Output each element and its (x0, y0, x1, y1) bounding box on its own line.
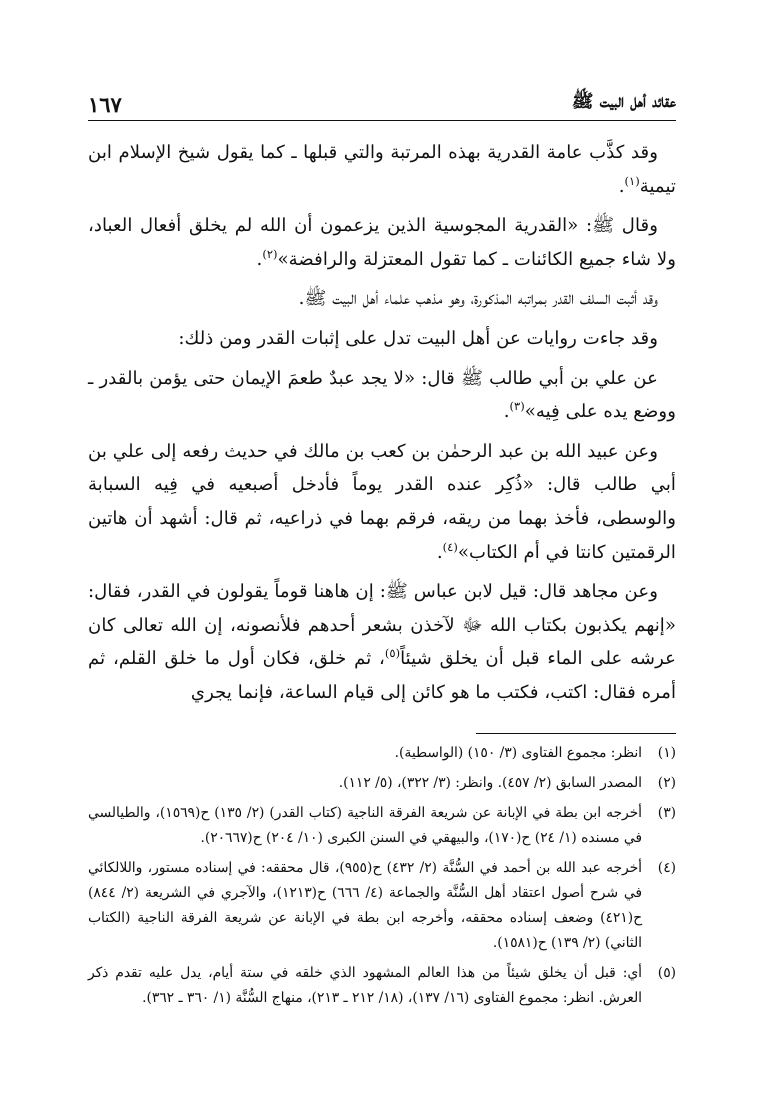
footnote-2 (88, 771, 676, 796)
footnote-reference: (١) (624, 173, 640, 188)
footnotes (88, 741, 676, 1016)
paragraph-5 (88, 362, 676, 429)
footnote-number: (١) (657, 745, 676, 761)
paragraph-text: وقد جاءت روايات عن أهل البيت تدل على إثبات القدر ومن ذلك: (178, 327, 658, 349)
page-header (88, 84, 676, 121)
footnote-reference: (٤) (442, 539, 458, 554)
paragraph-3 (88, 282, 676, 316)
footnote-text: انظر: مجموع الفتاوى (٣/ ١٥٠) (الواسطية). (394, 745, 642, 761)
footnote-1 (88, 741, 676, 766)
footnote-number: (٣) (657, 805, 676, 821)
paragraph-text: وعن عبيد الله بن عبد الرحمٰن بن كعب بن مالك في حديث رفعه إلى علي بن أبي طالب قال: «ذُكِر عنده القدر يوماً فأدخل أصبعيه في فِيه السبابة والوسطى، فأخذ بهما من ريقه، فرقم بهما في ذراعيه، ثم قال: أشهد أن هاتين الرقمتين كانتا في أم الكتاب» (88, 440, 676, 563)
footnote-divider (476, 733, 676, 734)
footnote-4 (88, 856, 676, 956)
footnote-number: (٢) (657, 775, 676, 791)
paragraph-4 (88, 322, 676, 356)
paragraph-1 (88, 136, 676, 203)
paragraph-tail: . (618, 175, 625, 197)
paragraph-text: وقد كذَّب عامة القدرية بهذه المرتبة والتي قبلها ـ كما يقول شيخ الإسلام ابن تيمية (88, 142, 676, 197)
footnote-reference: (٥) (384, 646, 401, 661)
footnote-number: (٥) (657, 965, 676, 981)
paragraph-text: وقال ﷺ: «القدرية المجوسية الذين يزعمون أن الله لم يخلق أفعال العباد، ولا شاء جميع الكائنات ـ كما تقول المعتزلة والرافضة» (88, 215, 676, 270)
page-number: ١٦٧ (88, 92, 122, 117)
main-text (88, 136, 676, 716)
paragraph-tail: . (436, 541, 443, 563)
footnote-number: (٤) (657, 860, 676, 876)
footnote-text: أخرجه ابن بطة في الإبانة عن شريعة الفرقة الناجية (كتاب القدر) (٢/ ١٣٥) ح(١٥٦٩)، والطيالسي في مسنده (١/ ٢٤) ح(١٧٠)، والبيهقي في السنن الكبرى (١٠/ ٢٠٤) ح(٢٠٦٦٧). (88, 805, 643, 846)
footnote-reference: (٣) (509, 399, 525, 414)
running-title: عقائد أهل البيت ﷺ (571, 91, 676, 112)
footnote-text: أي: قبل أن يخلق شيئاً من هذا العالم المشهود الذي خلقه في ستة أيام، يدل عليه تقدم ذكر العرش. انظر: مجموع الفتاوى (١٦/ ١٣٧)، (١٨/ ٢١٢ ـ ٢١٣)، منهاج السُّنَّة (١/ ٣٦٠ ـ ٣٦٢). (88, 965, 642, 1006)
paragraph-text: وقد أثبت السلف القدر بمراتبه المذكورة، وهو مذهب علماء أهل البيت ﷺ. (298, 288, 658, 310)
paragraph-2 (88, 209, 676, 276)
footnote-5 (88, 961, 676, 1011)
paragraph-text: وعن مجاهد قال: قيل لابن عباس ﷺ: إن هاهنا قوماً يقولون في القدر، فقال: «إنهم يكذبون بكتاب الله ﷻ لآخذن بشعر أحدهم فلأنصونه، إن الله تعالى كان عرشه على الماء قبل أن يخلق شيئاً (88, 581, 676, 670)
footnote-reference: (٢) (262, 246, 278, 261)
paragraph-tail: ، ثم خلق، فكان أول ما خلق القلم، ثم أمره فقال: اكتب، فكتب ما هو كائن إلى قيام الساعة، فإنما يجري (88, 648, 676, 703)
footnote-text: أخرجه عبد الله بن أحمد في السُّنَّة (٢/ ٤٣٢) ح(٩٥٥)، قال محققه: في إسناده مستور، واللالكائي في شرح أصول اعتقاد أهل السُّنَّة والجماعة (٤/ ٦٦٦) ح(١٢١٣)، والآجري في الشريعة (٢/ ٨٤٤) ح(٤٢١) وضعف إسناده محققه، وأخرجه ابن بطة في الإبانة عن شريعة الفرقة الناجية (الكتاب الثاني) (٢/ ١٣٩) ح(١٥٨١). (88, 860, 643, 951)
paragraph-7 (88, 575, 676, 709)
paragraph-6 (88, 435, 676, 569)
footnote-text: المصدر السابق (٢/ ٤٥٧). وانظر: (٣/ ٣٢٢)، (٥/ ١١٢). (338, 775, 642, 791)
paragraph-tail: . (503, 401, 510, 423)
paragraph-tail: . (256, 248, 263, 270)
paragraph-text: عن علي بن أبي طالب ﷺ قال: «لا يجد عبدٌ طعمَ الإيمان حتى يؤمن بالقدر ـ ووضع يده على فِيه» (88, 367, 676, 423)
footnote-3 (88, 801, 676, 851)
